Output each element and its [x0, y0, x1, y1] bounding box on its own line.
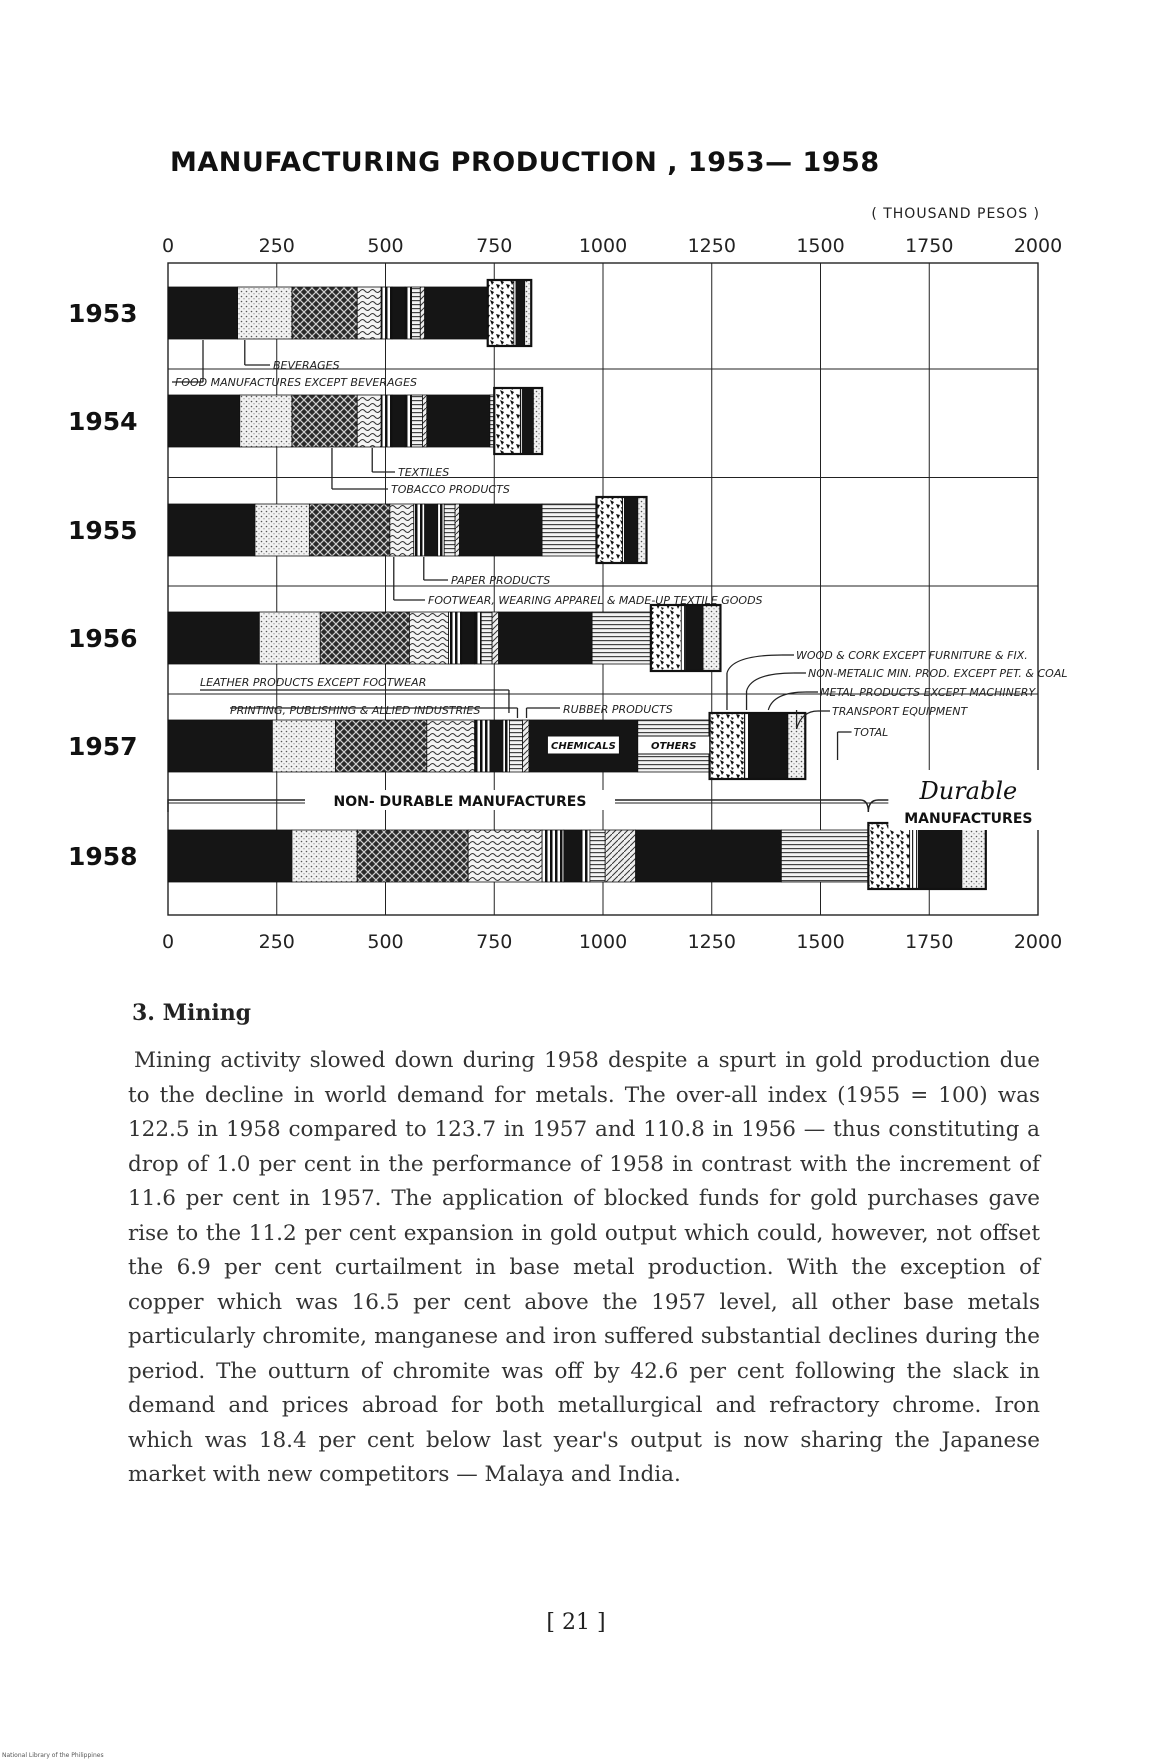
bar-segment	[444, 504, 455, 556]
bar-segment	[581, 830, 590, 882]
bar-segment	[503, 720, 510, 772]
chart-title: MANUFACTURING PRODUCTION , 1953— 1958	[170, 147, 880, 178]
bar-segment	[533, 388, 542, 454]
bar-segment	[681, 605, 685, 671]
x-tick-top: 1000	[578, 235, 628, 257]
x-tick-bottom: 0	[161, 931, 175, 953]
bar-segment	[427, 395, 490, 447]
bar-segment	[710, 713, 745, 779]
annotation-beverages: BEVERAGES	[273, 359, 340, 372]
footer-credit: National Library of the Philippines	[2, 1752, 104, 1759]
bar-segment	[481, 612, 492, 664]
bar-segment	[168, 504, 255, 556]
bar-segment	[499, 612, 593, 664]
bar-segment	[781, 830, 868, 882]
unit-label: ( THOUSAND PESOS )	[871, 206, 1040, 222]
annotation-printing: PRINTING, PUBLISHING & ALLIED INDUSTRIES	[230, 704, 481, 717]
annotation-wood: WOOD & CORK EXCEPT FURNITURE & FIX.	[796, 649, 1028, 662]
bar-segment	[292, 830, 357, 882]
bar-segment	[168, 395, 240, 447]
bar-segment	[292, 395, 357, 447]
bar-segment	[868, 823, 909, 889]
bar-segment	[542, 504, 596, 556]
bar-segment	[494, 388, 520, 454]
bar-segment	[910, 823, 919, 889]
year-label-1954: 1954	[68, 407, 138, 436]
annotation-footwear: FOOTWEAR, WEARING APPAREL & MADE-UP TEXTILE GOODS	[428, 594, 763, 607]
bar-segment	[749, 713, 788, 779]
chemicals-inset-label: CHEMICALS	[550, 741, 616, 752]
year-label-1957: 1957	[68, 732, 138, 761]
bar-segment	[309, 504, 389, 556]
bar-segment	[542, 830, 564, 882]
section-body: Mining activity slowed down during 1958 despite a spurt in gold production due to the decline in world demand for metals. The over-all index (1955 = 100) was 122.5 in 1958 compared to 123.7 in 1957 and 110.8 in 1956 — thus constituting a drop of 1.0 per cent in the performance of 1958 in contrast with the increment of 11.6 per cent in 1957. The application of blocked funds for gold purchases gave rise to the 11.2 per cent expansion in gold output which could, however, not offset the 6.9 per cent curtailment in base metal production. With the exception of copper which was 16.5 per cent above the 1957 level, all other base metals particularly chromite, manganese and iron suffered substantial declines during the period. The outturn of chromite was off by 42.6 per cent following the slack in demand and prices abroad for both metallurgical and refractory chrome. Iron which was 18.4 per cent below last year's output is now sharing the Japanese market with new competitors — Malaya and India.	[128, 1048, 1040, 1487]
x-tick-top: 1250	[687, 235, 736, 257]
year-label-1958: 1958	[68, 842, 138, 871]
bar-segment	[420, 287, 424, 339]
bar-segment	[459, 504, 542, 556]
annotation-nonmetal-leader-curve	[747, 673, 794, 691]
bar-segment	[490, 720, 503, 772]
bar-segment	[259, 612, 320, 664]
bar-segment	[638, 497, 647, 563]
x-tick-bottom: 1000	[578, 931, 628, 953]
bar-segment	[438, 504, 445, 556]
bar-segment	[590, 830, 605, 882]
mining-section	[128, 1000, 1040, 1493]
bar-segment	[427, 720, 475, 772]
x-tick-bottom: 1250	[687, 931, 736, 953]
bar-segment	[405, 287, 412, 339]
x-tick-bottom: 2000	[1013, 931, 1063, 953]
others-inset-label: OTHERS	[650, 741, 697, 752]
bar-segment	[240, 395, 292, 447]
annotation-food: FOOD MANUFACTURES EXCEPT BEVERAGES	[175, 376, 418, 389]
bar-segment	[596, 497, 622, 563]
bar-segment	[381, 395, 392, 447]
x-tick-top: 500	[367, 235, 404, 257]
bar-segment	[488, 280, 514, 346]
x-tick-top: 750	[476, 235, 513, 257]
bar-segment	[523, 388, 534, 454]
year-label-1953: 1953	[68, 299, 138, 328]
annotation-wood-leader-curve	[727, 655, 782, 673]
bar-segment	[564, 830, 581, 882]
bar-segment	[425, 504, 438, 556]
annotation-metal: METAL PRODUCTS EXCEPT MACHINERY	[820, 686, 1036, 699]
annotation-total: TOTAL	[853, 726, 889, 739]
bar-segment	[381, 287, 392, 339]
bar-segment	[475, 612, 482, 664]
bar-segment	[592, 612, 651, 664]
bar-segment	[412, 287, 421, 339]
bar-segment	[651, 605, 681, 671]
bar-segment	[703, 605, 720, 671]
x-tick-bottom: 500	[367, 931, 404, 953]
year-label-1956: 1956	[68, 624, 138, 653]
bar-segment	[414, 504, 425, 556]
annotation-nonmetal: NON-METALIC MIN. PROD. EXCEPT PET. & COAL	[808, 667, 1068, 680]
bar-segment	[686, 605, 703, 671]
bar-segment	[357, 287, 381, 339]
bar-segment	[412, 395, 423, 447]
annotation-textiles: TEXTILES	[398, 466, 450, 479]
bar-segment	[255, 504, 309, 556]
bar-segment	[320, 612, 409, 664]
bar-segment	[744, 713, 748, 779]
annotation-transport: TRANSPORT EQUIPMENT	[832, 705, 968, 718]
bar-segment	[272, 720, 335, 772]
bar-segment	[392, 395, 405, 447]
page-number: [ 21 ]	[546, 1610, 606, 1635]
bar-segment	[392, 287, 405, 339]
x-tick-bottom: 750	[476, 931, 513, 953]
x-tick-bottom: 250	[258, 931, 295, 953]
year-label-1955: 1955	[68, 516, 138, 545]
bar-segment	[335, 720, 426, 772]
x-tick-bottom: 1750	[905, 931, 954, 953]
durable-manufactures-label: MANUFACTURES	[904, 811, 1033, 827]
annotation-leather: LEATHER PRODUCTS EXCEPT FOOTWEAR	[200, 676, 427, 689]
bar-segment	[918, 823, 962, 889]
bar-segment	[516, 280, 525, 346]
bar-segment	[455, 504, 459, 556]
bar-segment	[168, 612, 259, 664]
x-tick-top: 250	[258, 235, 295, 257]
x-tick-top: 0	[161, 235, 175, 257]
bar-segment	[405, 395, 412, 447]
bar-segment	[462, 612, 475, 664]
bar-segment	[168, 830, 292, 882]
annotation-metal-leader-curve	[768, 692, 806, 710]
bar-segment	[357, 395, 381, 447]
bar-segment	[475, 720, 490, 772]
bar-segment	[636, 830, 782, 882]
section-heading: 3. Mining	[132, 1000, 252, 1026]
bar-segment	[292, 287, 357, 339]
bar-segment	[492, 612, 499, 664]
bar-segment	[625, 497, 638, 563]
annotation-paper: PAPER PRODUCTS	[451, 574, 551, 587]
bar-segment	[168, 720, 272, 772]
x-tick-top: 2000	[1013, 235, 1063, 257]
x-tick-top: 1750	[905, 235, 954, 257]
x-tick-top: 1500	[796, 235, 845, 257]
bar-segment	[422, 395, 426, 447]
bar-segment	[523, 720, 530, 772]
bar-segment	[509, 720, 522, 772]
bar-segment	[468, 830, 542, 882]
bar-segment	[962, 823, 986, 889]
annotation-tobacco: TOBACCO PRODUCTS	[391, 483, 510, 496]
bar-segment	[425, 287, 488, 339]
bar-segment	[390, 504, 414, 556]
bar-segment	[605, 830, 635, 882]
bar-segment	[168, 287, 238, 339]
x-tick-bottom: 1500	[796, 931, 845, 953]
bar-segment	[357, 830, 468, 882]
non-durable-label: NON- DURABLE MANUFACTURES	[333, 794, 587, 810]
bar-segment	[449, 612, 462, 664]
durable-script-label: Durable	[919, 777, 1018, 805]
annotation-rubber: RUBBER PRODUCTS	[563, 703, 673, 716]
bar-segment	[238, 287, 292, 339]
bar-segment	[409, 612, 448, 664]
